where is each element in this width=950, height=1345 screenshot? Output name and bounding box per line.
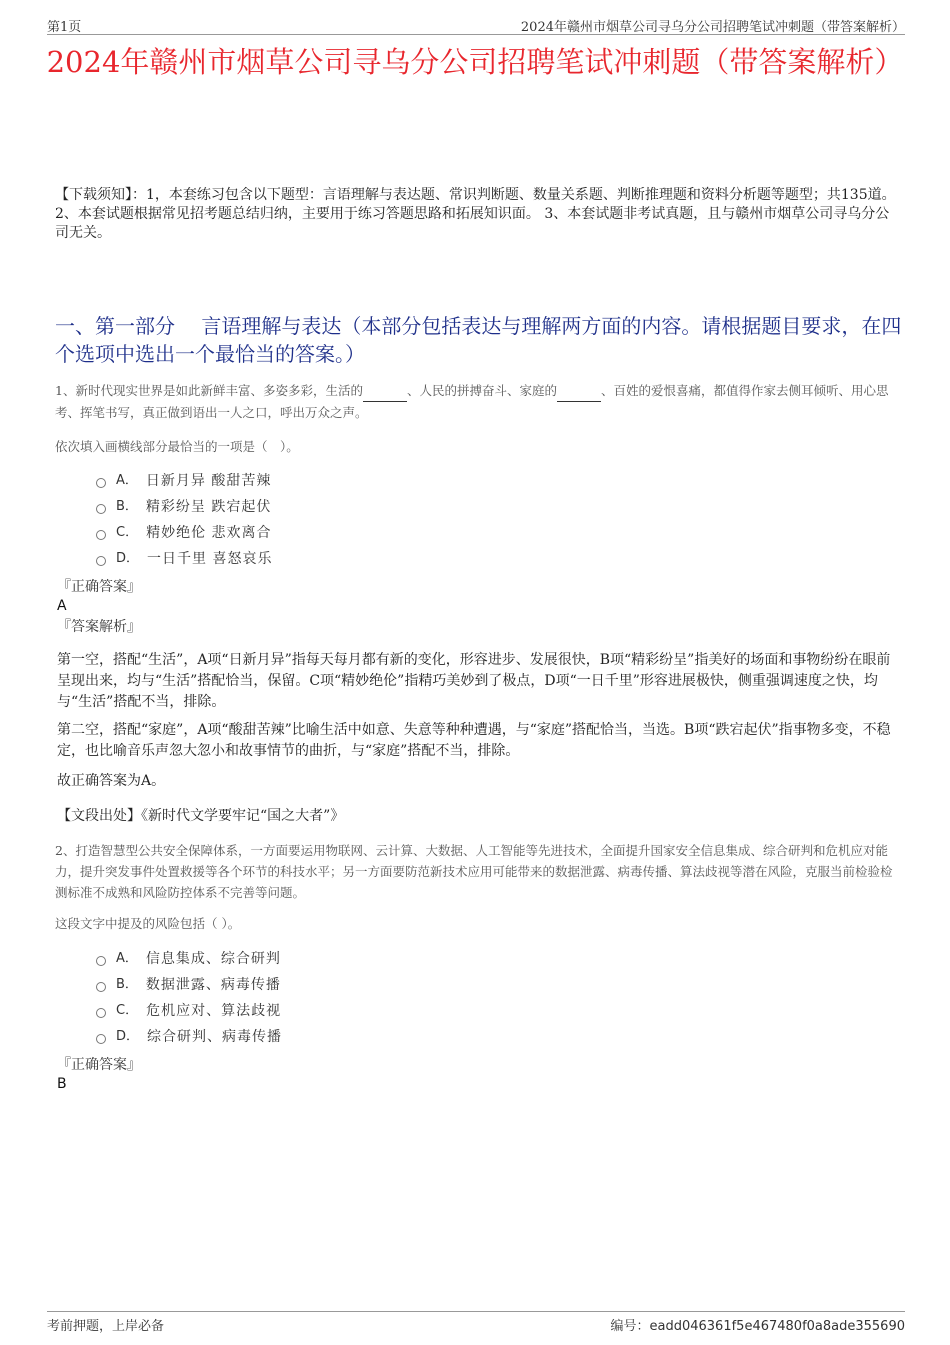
page-number: 第1页 (47, 20, 82, 35)
answer-value: B (57, 1076, 67, 1092)
radio-icon[interactable] (96, 478, 106, 488)
radio-icon[interactable] (96, 956, 106, 966)
option-d[interactable]: D． 一日千里 喜怒哀乐 (96, 546, 272, 572)
radio-icon[interactable] (96, 982, 106, 992)
option-c[interactable]: C． 精妙绝伦 悲欢离合 (96, 520, 272, 546)
blank-2 (557, 380, 601, 402)
analysis-paragraph-2: 第二空，搭配“家庭”，A项“酸甜苦辣”比喻生活中如意、失意等种种遭遇，与“家庭”搭配恰当，当选。B项“跌宕起伏”指事物多变，不稳定，也比喻音乐声忽大忽小和故事情节的曲折，与“家庭”搭配不当，排除。 (57, 722, 891, 759)
page-header (47, 14, 905, 35)
question-2-prompt: 这段文字中提及的风险包括（ ）。 (55, 916, 241, 931)
analysis-paragraph-1: 第一空，搭配“生活”，A项“日新月异”指每天每月都有新的变化，形容进步、发展很快，B项“精彩纷呈”指美好的场面和事物纷纷在眼前呈现出来，均与“生活”搭配恰当，保留。C项“精妙绝伦”指精巧美妙到了极点，D项“一日千里”形容进展极快，侧重强调速度之快，均与“生活”搭配不当，排除。 (57, 652, 891, 710)
option-a[interactable]: A． 日新月异 酸甜苦辣 (96, 468, 272, 494)
header-doc-title: 2024年赣州市烟草公司寻乌分公司招聘笔试冲刺题（带答案解析） (520, 20, 905, 35)
option-a[interactable]: A． 信息集成、综合研判 (96, 946, 282, 972)
question-1-options (96, 468, 272, 572)
question-1-text: 1、新时代现实世界是如此新鲜丰富、多姿多彩，生活的 、人民的拼搏奋斗、家庭的 、百姓的爱恨喜痛，都值得作家去侧耳倾听、用心思考、挥笔书写，真正做到语出一人之口，呼出万众之声。 (55, 380, 902, 423)
answer-value: A (57, 598, 67, 614)
option-d[interactable]: D． 综合研判、病毒传播 (96, 1024, 282, 1050)
radio-icon[interactable] (96, 1034, 106, 1044)
radio-icon[interactable] (96, 556, 106, 566)
option-c[interactable]: C． 危机应对、算法歧视 (96, 998, 282, 1024)
radio-icon[interactable] (96, 1008, 106, 1018)
document-code: 编号：eadd046361f5e467480f0a8ade355690 (610, 1319, 905, 1334)
answer-label: 『正确答案』 (57, 579, 141, 595)
section-heading: 一、第一部分 言语理解与表达（本部分包括表达与理解两方面的内容。请根据题目要求，在四个选项中选出一个最恰当的答案。） (55, 314, 902, 366)
page-footer (47, 1311, 905, 1334)
question-1-prompt: 依次填入画横线部分最恰当的一项是（ ）。 (55, 439, 299, 454)
question-2-text: 2、打造智慧型公共安全保障体系，一方面要运用物联网、云计算、大数据、人工智能等先进技术，全面提升国家安全信息集成、综合研判和危机应对能力，提升突发事件处置救援等各个环节的科技水平；另一方面要防范新技术应用可能带来的数据泄露、病毒传播、算法歧视等潜在风险，克服当前检验检测标准不成熟和风险防控体系不完善等问题。 (55, 843, 893, 900)
analysis-conclusion: 故正确答案为A。 (57, 773, 166, 789)
document-title: 2024年赣州市烟草公司寻乌分公司招聘笔试冲刺题（带答案解析） (46, 45, 904, 79)
question-2-options (96, 946, 282, 1050)
analysis-label: 『答案解析』 (57, 619, 141, 635)
option-b[interactable]: B． 精彩纷呈 跌宕起伏 (96, 494, 272, 520)
download-notice: 【下载须知】：1，本套练习包含以下题型：言语理解与表达题、常识判断题、数量关系题、判断推理题和资料分析题等题型；共135道。 2、本套试题根据常见招考题总结归纳，主要用于练习答题思路和拓展知识面。 3、本套试题非考试真题，且与赣州市烟草公司寻乌分公司无关。 (55, 187, 896, 241)
radio-icon[interactable] (96, 530, 106, 540)
source-citation: 【文段出处】《新时代文学要牢记“国之大者”》 (57, 808, 345, 824)
blank-1 (363, 380, 407, 402)
footer-slogan: 考前押题，上岸必备 (47, 1319, 165, 1334)
radio-icon[interactable] (96, 504, 106, 514)
option-b[interactable]: B． 数据泄露、病毒传播 (96, 972, 282, 998)
answer-label: 『正确答案』 (57, 1057, 141, 1073)
